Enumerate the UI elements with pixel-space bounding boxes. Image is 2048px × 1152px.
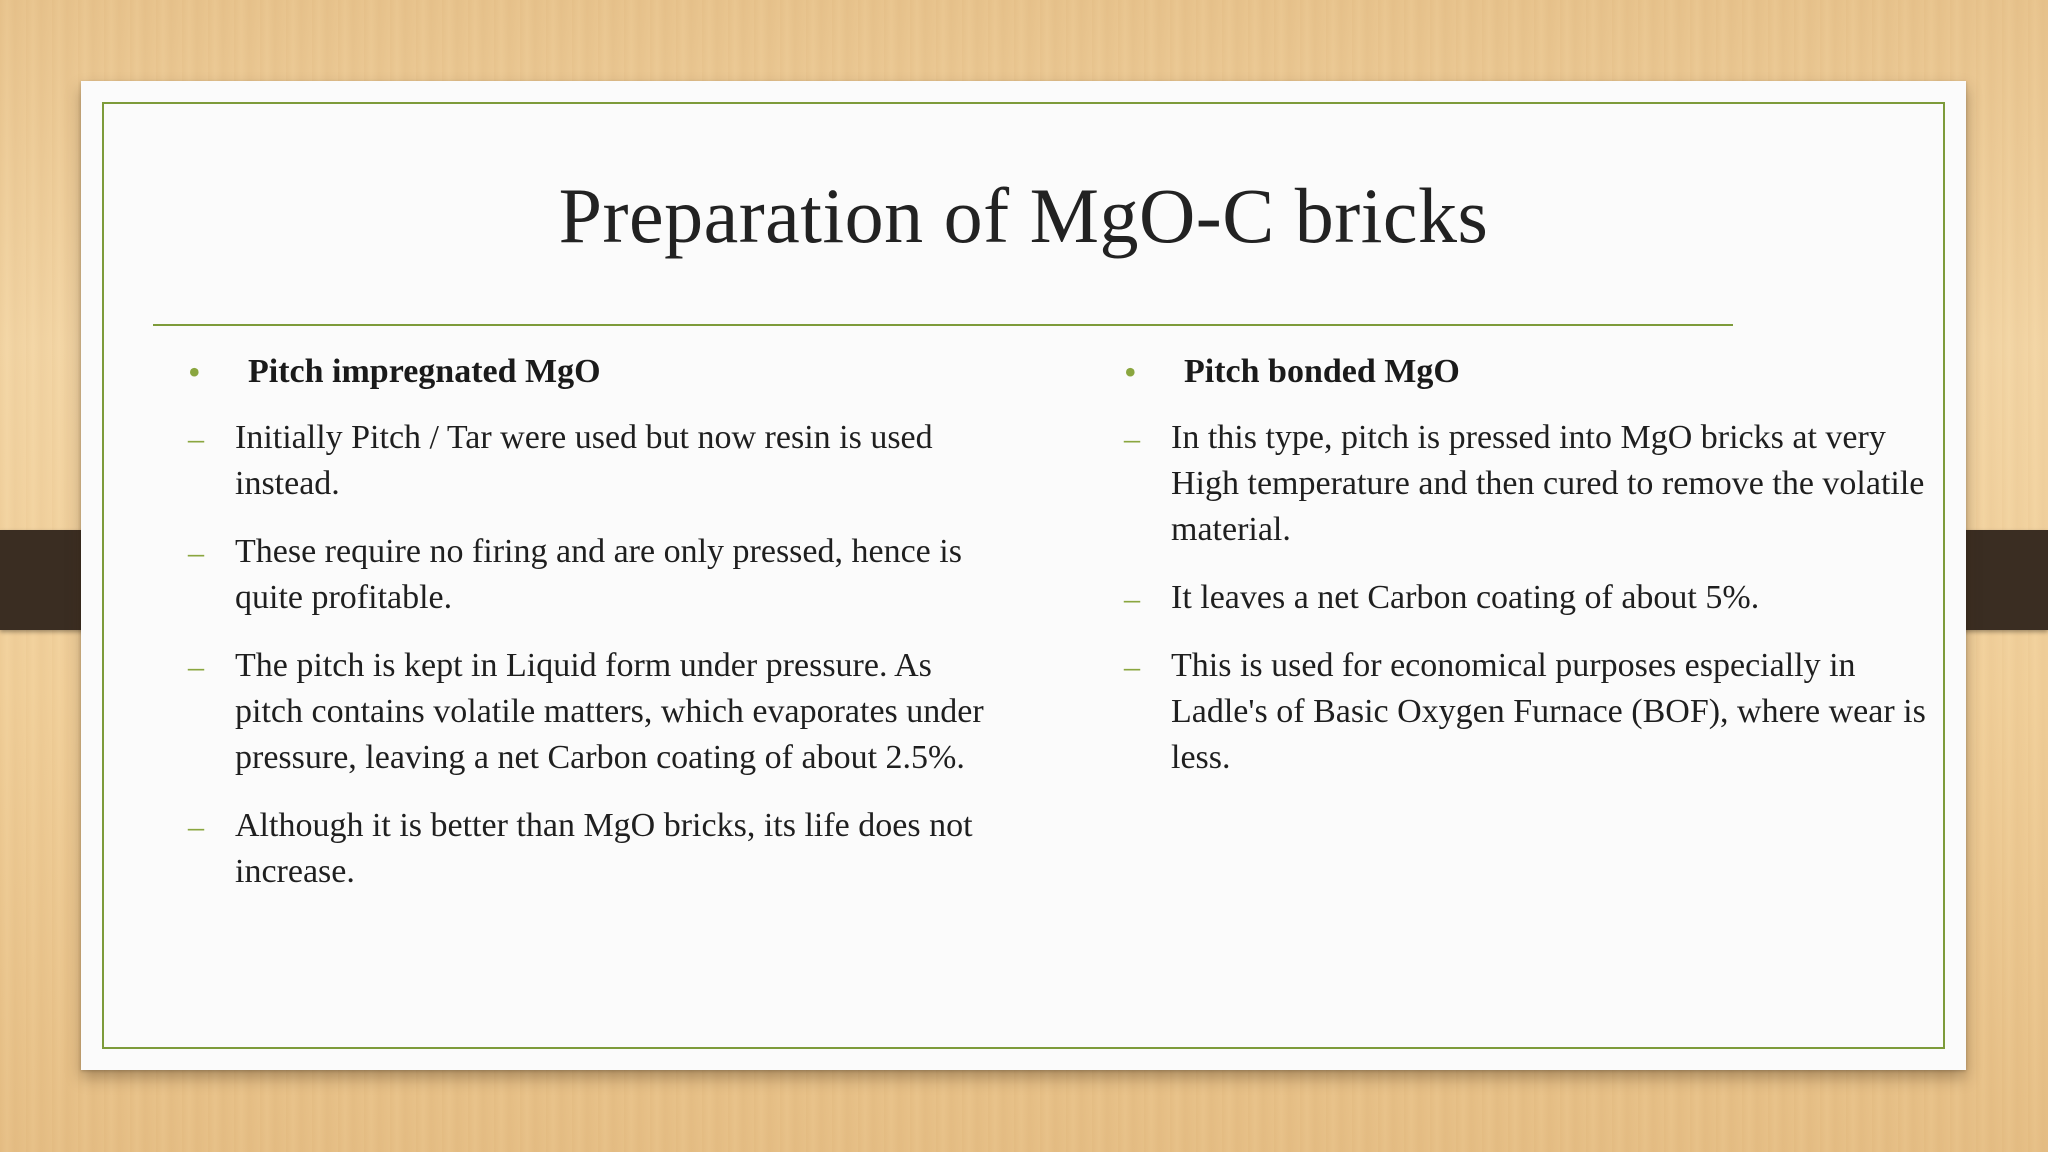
column-heading: Pitch impregnated MgO [248, 353, 601, 390]
list-item [188, 529, 1008, 621]
bullet-list [188, 415, 1008, 895]
bullet-icon: • [1124, 352, 1137, 392]
list-item [1124, 575, 1944, 621]
dash-icon: – [188, 648, 204, 684]
list-item-text: Although it is better than MgO bricks, its life does not increase. [235, 807, 973, 890]
dash-icon: – [1124, 420, 1140, 456]
heading-underline [153, 324, 1733, 326]
list-item-text: In this type, pitch is pressed into MgO bricks at very High temperature and then cured to remove the volatile material. [1171, 419, 1925, 548]
list-item [188, 643, 1008, 781]
dash-icon: – [188, 534, 204, 570]
dash-icon: – [1124, 580, 1140, 616]
dash-icon: – [188, 420, 204, 456]
slide [81, 81, 1966, 1070]
list-item-text: It leaves a net Carbon coating of about 5%. [1171, 579, 1760, 616]
dash-icon: – [1124, 648, 1140, 684]
list-item-text: These require no firing and are only pressed, hence is quite profitable. [235, 533, 962, 616]
list-item [1124, 415, 1944, 553]
list-item-text: The pitch is kept in Liquid form under pressure. As pitch contains volatile matters, which evaporates under pressure, leaving a net Carbon coating of about 2.5%. [235, 647, 984, 776]
column-pitch-impregnated [188, 353, 1008, 917]
column-heading-row [1124, 353, 1944, 403]
bullet-list [1124, 415, 1944, 781]
list-item-text: Initially Pitch / Tar were used but now resin is used instead. [235, 419, 933, 502]
column-pitch-bonded [1124, 353, 1944, 803]
bullet-icon: • [188, 352, 201, 392]
column-heading-row [188, 353, 1008, 403]
list-item [188, 803, 1008, 895]
list-item [188, 415, 1008, 507]
dash-icon: – [188, 808, 204, 844]
list-item-text: This is used for economical purposes especially in Ladle's of Basic Oxygen Furnace (BOF), where wear is less. [1171, 647, 1926, 776]
slide-title: Preparation of MgO-C bricks [558, 172, 1489, 259]
list-item [1124, 643, 1944, 781]
column-heading: Pitch bonded MgO [1184, 353, 1460, 390]
